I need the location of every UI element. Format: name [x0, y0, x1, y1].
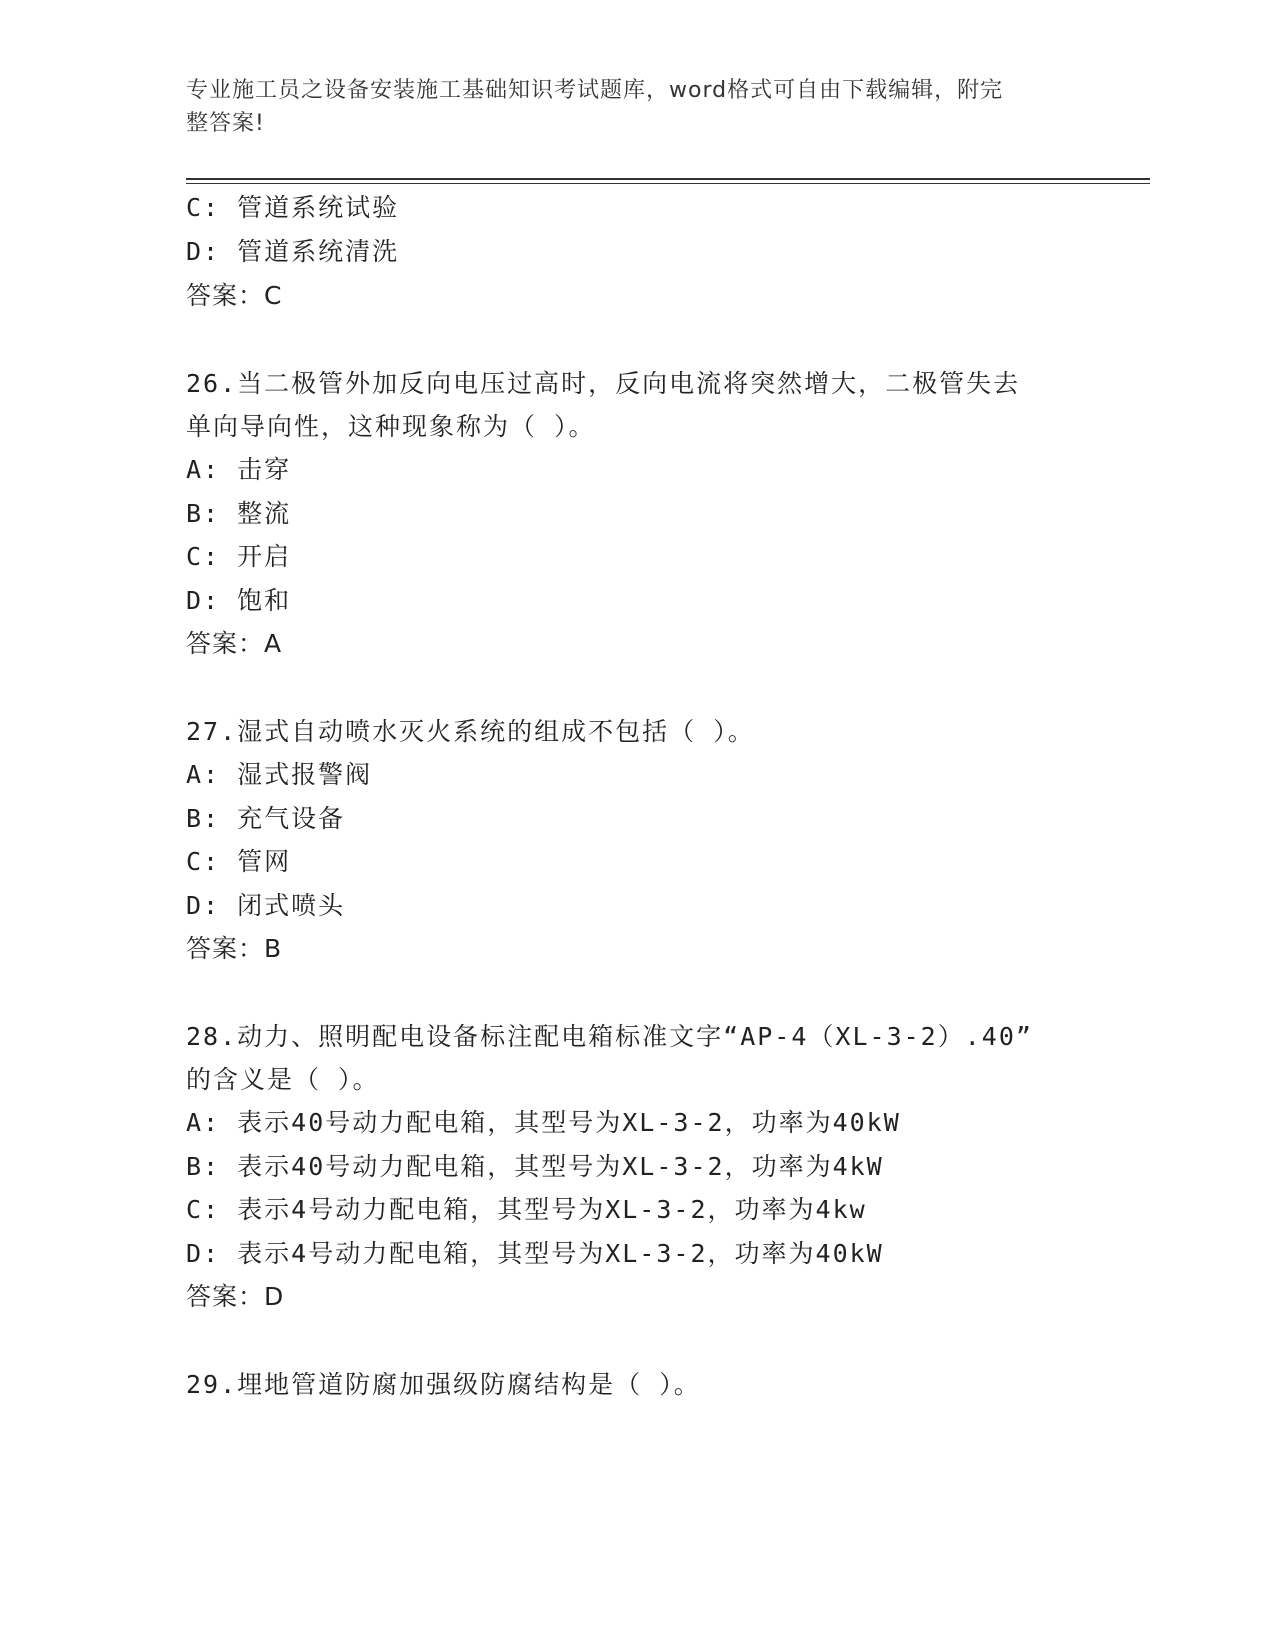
q28-option-d: D: 表示4号动力配电箱，其型号为XL-3-2，功率为40kW [186, 1239, 884, 1268]
q29-stem: 29.埋地管道防腐加强级防腐结构是（ ）。 [186, 1370, 701, 1399]
q27-answer: 答案：B [186, 934, 283, 963]
q28-answer: 答案：D [186, 1282, 285, 1311]
header-title-line-1: 专业施工员之设备安装施工基础知识考试题库，word格式可自由下载编辑，附完 [186, 78, 1004, 103]
q28-option-c: C: 表示4号动力配电箱，其型号为XL-3-2，功率为4kw [186, 1195, 867, 1224]
header-divider-thick [186, 178, 1150, 180]
q25-option-d: D: 管道系统清洗 [186, 237, 400, 266]
header-title-line-2: 整答案! [186, 111, 265, 136]
q26-stem-line-2: 单向导向性，这种现象称为（ ）。 [186, 412, 596, 441]
q27-option-d: D: 闭式喷头 [186, 891, 346, 920]
q27-option-b: B: 充气设备 [186, 804, 346, 833]
q26-option-a: A: 击穿 [186, 455, 292, 484]
q27-option-a: A: 湿式报警阀 [186, 760, 373, 789]
q26-answer: 答案：A [186, 629, 283, 658]
q25-answer: 答案：C [186, 281, 283, 310]
q28-stem-line-2: 的含义是（ ）。 [186, 1065, 380, 1094]
q27-option-c: C: 管网 [186, 847, 292, 876]
q27-stem: 27.湿式自动喷水灭火系统的组成不包括（ ）。 [186, 717, 755, 746]
q26-option-b: B: 整流 [186, 499, 292, 528]
q26-option-d: D: 饱和 [186, 586, 292, 615]
document-header [186, 74, 1066, 140]
q28-stem-line-1: 28.动力、照明配电设备标注配电箱标准文字“AP-4（XL-3-2）.40” [186, 1022, 1033, 1051]
q26-option-c: C: 开启 [186, 542, 292, 571]
q26-stem-line-1: 26.当二极管外加反向电压过高时，反向电流将突然增大，二极管失去 [186, 369, 1021, 398]
q25-option-c: C: 管道系统试验 [186, 193, 400, 222]
header-divider-thin [186, 183, 1150, 184]
q28-option-b: B: 表示40号动力配电箱，其型号为XL-3-2，功率为4kW [186, 1152, 884, 1181]
q28-option-a: A: 表示40号动力配电箱，其型号为XL-3-2，功率为40kW [186, 1108, 901, 1137]
